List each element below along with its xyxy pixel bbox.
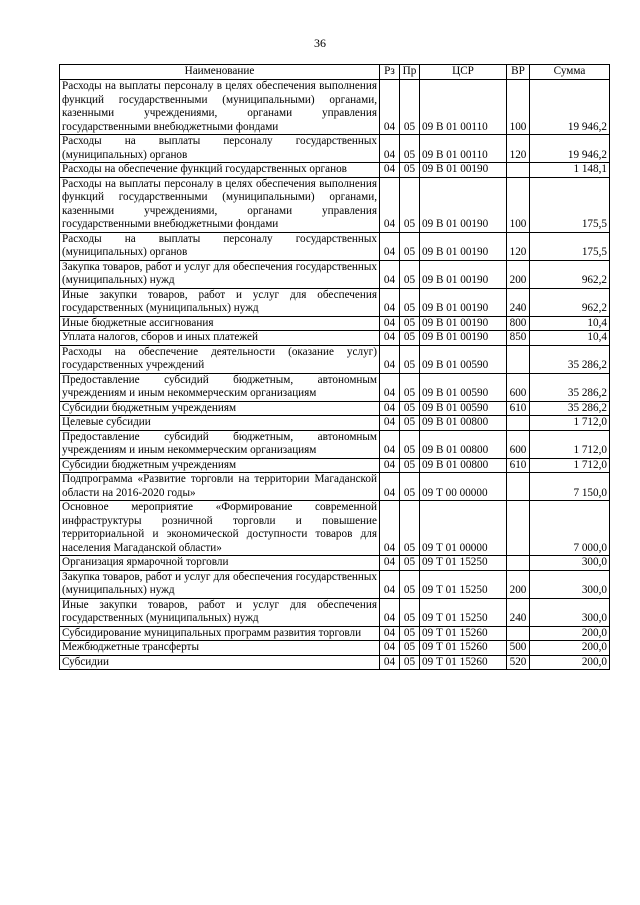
cell-csr: 09 В 01 00110 — [420, 80, 507, 135]
table-row — [60, 373, 610, 401]
cell-sum: 962,2 — [530, 260, 610, 288]
cell-name: Иные закупки товаров, работ и услуг для обеспечения государственных (муниципальных) нужд — [60, 288, 380, 316]
table-row — [60, 430, 610, 458]
cell-pr: 05 — [400, 416, 420, 431]
cell-name: Иные бюджетные ассигнования — [60, 316, 380, 331]
cell-csr: 09 Т 01 15250 — [420, 570, 507, 598]
cell-sum: 1 148,1 — [530, 163, 610, 178]
cell-name: Субсидии бюджетным учреждениям — [60, 458, 380, 473]
cell-name: Предоставление субсидий бюджетным, автономным учреждениям и иным некоммерческим организациям — [60, 373, 380, 401]
cell-name: Подпрограмма «Развитие торговли на территории Магаданской области на 2016-2020 годы» — [60, 473, 380, 501]
cell-pr: 05 — [400, 331, 420, 346]
table-row — [60, 316, 610, 331]
cell-name: Иные закупки товаров, работ и услуг для обеспечения государственных (муниципальных) нужд — [60, 598, 380, 626]
table-row — [60, 473, 610, 501]
cell-csr: 09 В 01 00110 — [420, 135, 507, 163]
cell-rz: 04 — [380, 626, 400, 641]
cell-sum: 19 946,2 — [530, 135, 610, 163]
cell-csr: 09 В 01 00190 — [420, 316, 507, 331]
cell-pr: 05 — [400, 655, 420, 670]
cell-vr: 850 — [507, 331, 530, 346]
cell-name: Расходы на обеспечение деятельности (оказание услуг) государственных учреждений — [60, 345, 380, 373]
cell-vr: 500 — [507, 641, 530, 656]
cell-vr: 520 — [507, 655, 530, 670]
cell-rz: 04 — [380, 345, 400, 373]
cell-vr: 240 — [507, 288, 530, 316]
cell-vr: 100 — [507, 177, 530, 232]
cell-pr: 05 — [400, 80, 420, 135]
cell-name: Субсидирование муниципальных программ развития торговли — [60, 626, 380, 641]
cell-rz: 04 — [380, 598, 400, 626]
cell-rz: 04 — [380, 232, 400, 260]
cell-csr: 09 В 01 00800 — [420, 458, 507, 473]
cell-rz: 04 — [380, 458, 400, 473]
table-row — [60, 177, 610, 232]
cell-pr: 05 — [400, 288, 420, 316]
cell-sum: 19 946,2 — [530, 80, 610, 135]
cell-sum: 7 150,0 — [530, 473, 610, 501]
cell-rz: 04 — [380, 556, 400, 571]
cell-rz: 04 — [380, 401, 400, 416]
table-row — [60, 345, 610, 373]
table-row — [60, 80, 610, 135]
cell-pr: 05 — [400, 345, 420, 373]
cell-rz: 04 — [380, 373, 400, 401]
cell-pr: 05 — [400, 570, 420, 598]
table-row — [60, 331, 610, 346]
table-row — [60, 570, 610, 598]
header-sum: Сумма — [530, 65, 610, 80]
cell-vr — [507, 163, 530, 178]
table-row — [60, 641, 610, 656]
cell-name: Расходы на обеспечение функций государственных органов — [60, 163, 380, 178]
cell-sum: 200,0 — [530, 626, 610, 641]
budget-table — [59, 64, 610, 670]
cell-csr: 09 В 01 00590 — [420, 373, 507, 401]
cell-sum: 1 712,0 — [530, 458, 610, 473]
cell-vr: 800 — [507, 316, 530, 331]
cell-csr: 09 Т 01 15260 — [420, 641, 507, 656]
table-row — [60, 556, 610, 571]
cell-rz: 04 — [380, 163, 400, 178]
cell-rz: 04 — [380, 430, 400, 458]
cell-name: Целевые субсидии — [60, 416, 380, 431]
cell-vr: 600 — [507, 373, 530, 401]
cell-sum: 1 712,0 — [530, 416, 610, 431]
cell-sum: 200,0 — [530, 641, 610, 656]
cell-rz: 04 — [380, 655, 400, 670]
cell-pr: 05 — [400, 177, 420, 232]
cell-pr: 05 — [400, 430, 420, 458]
cell-pr: 05 — [400, 556, 420, 571]
table-row — [60, 135, 610, 163]
cell-vr: 240 — [507, 598, 530, 626]
cell-vr: 200 — [507, 570, 530, 598]
table-row — [60, 501, 610, 556]
cell-name: Расходы на выплаты персоналу в целях обеспечения выполнения функций государственными (муниципальными) органами, казенными учреждениями, органами управления государственными внебюджетными фондами — [60, 80, 380, 135]
table-row — [60, 260, 610, 288]
cell-name: Предоставление субсидий бюджетным, автономным учреждениям и иным некоммерческим организациям — [60, 430, 380, 458]
cell-csr: 09 В 01 00190 — [420, 331, 507, 346]
cell-pr: 05 — [400, 135, 420, 163]
cell-name: Расходы на выплаты персоналу в целях обеспечения выполнения функций государственными (муниципальными) органами, казенными учреждениями, органами управления государственными внебюджетными фондами — [60, 177, 380, 232]
cell-csr: 09 Т 00 00000 — [420, 473, 507, 501]
cell-vr: 120 — [507, 135, 530, 163]
cell-sum: 175,5 — [530, 177, 610, 232]
cell-sum: 7 000,0 — [530, 501, 610, 556]
cell-pr: 05 — [400, 473, 420, 501]
cell-sum: 35 286,2 — [530, 373, 610, 401]
table-row — [60, 626, 610, 641]
cell-csr: 09 Т 01 15260 — [420, 626, 507, 641]
table-row — [60, 288, 610, 316]
header-name: Наименование — [60, 65, 380, 80]
page-number: 36 — [314, 36, 326, 50]
header-rz: Рз — [380, 65, 400, 80]
cell-csr: 09 В 01 00190 — [420, 260, 507, 288]
cell-sum: 300,0 — [530, 598, 610, 626]
cell-sum: 10,4 — [530, 316, 610, 331]
cell-pr: 05 — [400, 373, 420, 401]
table-row — [60, 163, 610, 178]
cell-pr: 05 — [400, 626, 420, 641]
cell-pr: 05 — [400, 401, 420, 416]
header-csr: ЦСР — [420, 65, 507, 80]
cell-vr — [507, 416, 530, 431]
cell-vr: 600 — [507, 430, 530, 458]
cell-csr: 09 В 01 00190 — [420, 177, 507, 232]
cell-rz: 04 — [380, 260, 400, 288]
cell-name: Основное мероприятие «Формирование современной инфраструктуры розничной торговли и повышение территориальной и экономической доступности товаров для населения Магаданской области» — [60, 501, 380, 556]
cell-csr: 09 В 01 00190 — [420, 232, 507, 260]
cell-rz: 04 — [380, 416, 400, 431]
cell-vr — [507, 501, 530, 556]
cell-csr: 09 В 01 00590 — [420, 345, 507, 373]
cell-csr: 09 В 01 00800 — [420, 416, 507, 431]
cell-rz: 04 — [380, 641, 400, 656]
cell-sum: 10,4 — [530, 331, 610, 346]
cell-sum: 300,0 — [530, 556, 610, 571]
cell-rz: 04 — [380, 80, 400, 135]
header-vr: ВР — [507, 65, 530, 80]
cell-sum: 962,2 — [530, 288, 610, 316]
cell-pr: 05 — [400, 163, 420, 178]
cell-csr: 09 В 01 00190 — [420, 288, 507, 316]
cell-pr: 05 — [400, 260, 420, 288]
cell-vr: 120 — [507, 232, 530, 260]
cell-csr: 09 Т 01 00000 — [420, 501, 507, 556]
cell-vr — [507, 556, 530, 571]
cell-vr — [507, 473, 530, 501]
cell-name: Расходы на выплаты персоналу государственных (муниципальных) органов — [60, 135, 380, 163]
cell-vr: 610 — [507, 458, 530, 473]
cell-sum: 200,0 — [530, 655, 610, 670]
cell-csr: 09 Т 01 15250 — [420, 556, 507, 571]
cell-csr: 09 В 01 00590 — [420, 401, 507, 416]
cell-pr: 05 — [400, 458, 420, 473]
cell-sum: 1 712,0 — [530, 430, 610, 458]
cell-name: Межбюджетные трансферты — [60, 641, 380, 656]
cell-rz: 04 — [380, 501, 400, 556]
cell-sum: 300,0 — [530, 570, 610, 598]
cell-pr: 05 — [400, 316, 420, 331]
cell-vr: 200 — [507, 260, 530, 288]
cell-name: Уплата налогов, сборов и иных платежей — [60, 331, 380, 346]
table-row — [60, 401, 610, 416]
cell-pr: 05 — [400, 641, 420, 656]
cell-rz: 04 — [380, 570, 400, 598]
cell-pr: 05 — [400, 598, 420, 626]
cell-csr: 09 В 01 00800 — [420, 430, 507, 458]
cell-name: Организация ярмарочной торговли — [60, 556, 380, 571]
cell-rz: 04 — [380, 288, 400, 316]
cell-name: Расходы на выплаты персоналу государственных (муниципальных) органов — [60, 232, 380, 260]
table-row — [60, 598, 610, 626]
table-header-row — [60, 65, 610, 80]
table-row — [60, 232, 610, 260]
cell-vr — [507, 345, 530, 373]
cell-sum: 35 286,2 — [530, 345, 610, 373]
header-pr: Пр — [400, 65, 420, 80]
cell-name: Закупка товаров, работ и услуг для обеспечения государственных (муниципальных) нужд — [60, 260, 380, 288]
cell-rz: 04 — [380, 331, 400, 346]
cell-sum: 35 286,2 — [530, 401, 610, 416]
cell-vr: 100 — [507, 80, 530, 135]
cell-csr: 09 Т 01 15260 — [420, 655, 507, 670]
cell-pr: 05 — [400, 501, 420, 556]
cell-sum: 175,5 — [530, 232, 610, 260]
cell-vr: 610 — [507, 401, 530, 416]
cell-csr: 09 В 01 00190 — [420, 163, 507, 178]
cell-csr: 09 Т 01 15250 — [420, 598, 507, 626]
cell-rz: 04 — [380, 135, 400, 163]
cell-rz: 04 — [380, 177, 400, 232]
cell-name: Субсидии бюджетным учреждениям — [60, 401, 380, 416]
cell-vr — [507, 626, 530, 641]
cell-pr: 05 — [400, 232, 420, 260]
table-row — [60, 655, 610, 670]
table-row — [60, 416, 610, 431]
table-row — [60, 458, 610, 473]
cell-rz: 04 — [380, 473, 400, 501]
cell-name: Закупка товаров, работ и услуг для обеспечения государственных (муниципальных) нужд — [60, 570, 380, 598]
cell-name: Субсидии — [60, 655, 380, 670]
cell-rz: 04 — [380, 316, 400, 331]
